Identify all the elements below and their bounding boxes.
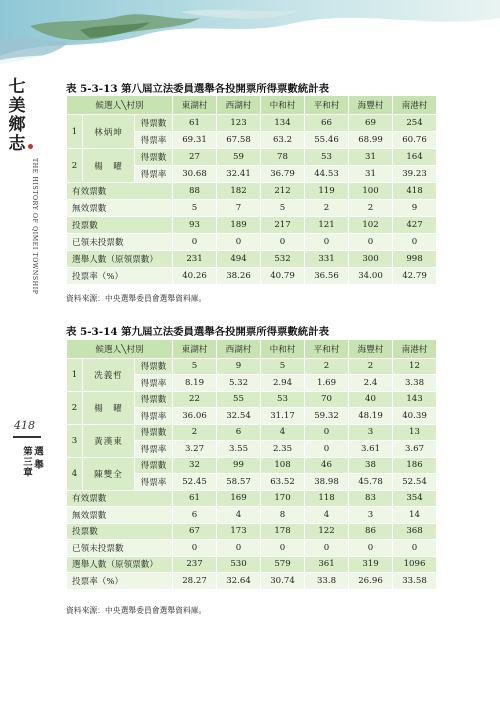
metric-label: 得票數: [135, 358, 173, 375]
book-title: [6, 78, 28, 154]
value-cell: 121: [305, 217, 349, 234]
book-title-char: 志: [8, 134, 26, 154]
value-cell: 5: [173, 200, 217, 217]
value-cell: 2: [173, 424, 217, 441]
value-cell: 88: [173, 183, 217, 200]
column-header: 東湖村: [173, 96, 217, 115]
summary-label: 選舉人數（原領票數）: [67, 556, 173, 573]
book-title-char: 鄉: [8, 115, 26, 135]
value-cell: 28.27: [173, 573, 217, 590]
value-cell: 5.32: [217, 375, 261, 392]
summary-label: 已領未投票數: [67, 234, 173, 251]
value-cell: 0: [217, 540, 261, 557]
chapter-label: 第三章: [21, 446, 32, 478]
value-cell: 31: [349, 166, 393, 183]
candidate-name: 黃漢東: [83, 424, 135, 457]
value-cell: 38: [349, 457, 393, 474]
value-cell: 530: [217, 556, 261, 573]
value-cell: 44.53: [305, 166, 349, 183]
value-cell: 231: [173, 251, 217, 268]
value-cell: 237: [173, 556, 217, 573]
value-cell: 60.76: [393, 132, 437, 149]
value-cell: 32.64: [217, 573, 261, 590]
value-cell: 0: [305, 424, 349, 441]
value-cell: 40.39: [393, 408, 437, 425]
value-cell: 1.69: [305, 375, 349, 392]
value-cell: 52.54: [393, 474, 437, 491]
value-cell: 102: [349, 217, 393, 234]
column-header: 西湖村: [217, 340, 261, 359]
value-cell: 3.61: [349, 441, 393, 458]
value-cell: 3: [349, 507, 393, 524]
metric-label: 得票率: [135, 166, 173, 183]
value-cell: 61: [173, 115, 217, 132]
value-cell: 58.57: [217, 474, 261, 491]
value-cell: 254: [393, 115, 437, 132]
value-cell: 93: [173, 217, 217, 234]
value-cell: 579: [261, 556, 305, 573]
column-header: 海豐村: [349, 96, 393, 115]
value-cell: 186: [393, 457, 437, 474]
value-cell: 532: [261, 251, 305, 268]
value-cell: 2: [349, 200, 393, 217]
value-cell: 59: [217, 149, 261, 166]
value-cell: 1096: [393, 556, 437, 573]
metric-label: 得票率: [135, 474, 173, 491]
value-cell: 2.4: [349, 375, 393, 392]
value-cell: 14: [393, 507, 437, 524]
candidate-name: 林炳坤: [83, 115, 135, 149]
chapter-topic: 選舉: [32, 446, 43, 473]
value-cell: 30.74: [261, 573, 305, 590]
value-cell: 0: [349, 540, 393, 557]
value-cell: 63.2: [261, 132, 305, 149]
value-cell: 36.56: [305, 268, 349, 285]
value-cell: 108: [261, 457, 305, 474]
value-cell: 31.17: [261, 408, 305, 425]
table-row: [67, 115, 437, 132]
value-cell: 39.23: [393, 166, 437, 183]
value-cell: 5: [173, 358, 217, 375]
column-header: 東湖村: [173, 340, 217, 359]
value-cell: 70: [305, 391, 349, 408]
diagonal-separator: ╲: [121, 101, 127, 111]
value-cell: 32: [173, 457, 217, 474]
value-cell: 48.19: [349, 408, 393, 425]
value-cell: 69.31: [173, 132, 217, 149]
value-cell: 354: [393, 490, 437, 507]
metric-label: 得票率: [135, 408, 173, 425]
book-subtitle: THE HISTORY OF QIMEI TOWNSHIP: [31, 158, 38, 295]
value-cell: 3: [349, 424, 393, 441]
value-cell: 40.79: [261, 268, 305, 285]
value-cell: 494: [217, 251, 261, 268]
value-cell: 2: [305, 200, 349, 217]
value-cell: 2.94: [261, 375, 305, 392]
value-cell: 182: [217, 183, 261, 200]
value-cell: 6: [217, 424, 261, 441]
value-cell: 46: [305, 457, 349, 474]
value-cell: 8: [261, 507, 305, 524]
value-cell: 118: [305, 490, 349, 507]
value-cell: 998: [393, 251, 437, 268]
value-cell: 32.54: [217, 408, 261, 425]
value-cell: 361: [305, 556, 349, 573]
summary-label: 無效票數: [67, 507, 173, 524]
value-cell: 45.78: [349, 474, 393, 491]
value-cell: 5: [261, 200, 305, 217]
value-cell: 134: [261, 115, 305, 132]
value-cell: 0: [305, 441, 349, 458]
value-cell: 27: [173, 149, 217, 166]
value-cell: 319: [349, 556, 393, 573]
candidate-number: 1: [67, 358, 83, 391]
metric-label: 得票數: [135, 457, 173, 474]
table-title: 表 5-3-14 第九屆立法委員選舉各投開票所得票數統計表: [66, 326, 329, 338]
table-row: [67, 251, 437, 268]
value-cell: 40.26: [173, 268, 217, 285]
value-cell: 164: [393, 149, 437, 166]
table-row: [67, 573, 437, 590]
corner-header-cell: [67, 96, 173, 115]
value-cell: 119: [305, 183, 349, 200]
value-cell: 4: [217, 507, 261, 524]
metric-label: 得票率: [135, 375, 173, 392]
candidate-number: 2: [67, 149, 83, 183]
candidate-number: 2: [67, 391, 83, 424]
metric-label: 得票數: [135, 115, 173, 132]
value-cell: 100: [349, 183, 393, 200]
value-cell: 0: [173, 540, 217, 557]
value-cell: 4: [261, 424, 305, 441]
value-cell: 178: [261, 523, 305, 540]
table-row: [67, 358, 437, 375]
chapter-divider: [13, 436, 41, 438]
value-cell: 0: [305, 234, 349, 251]
table-row: [67, 268, 437, 285]
candidate-number: 4: [67, 457, 83, 490]
value-cell: 30.68: [173, 166, 217, 183]
value-cell: 59.32: [305, 408, 349, 425]
candidate-name: 楊 曜: [83, 391, 135, 424]
metric-label: 得票數: [135, 149, 173, 166]
value-cell: 368: [393, 523, 437, 540]
value-cell: 69: [349, 115, 393, 132]
candidate-name: 冼義哲: [83, 358, 135, 391]
value-cell: 4: [305, 507, 349, 524]
table-row: [67, 424, 437, 441]
value-cell: 212: [261, 183, 305, 200]
value-cell: 0: [261, 540, 305, 557]
value-cell: 33.58: [393, 573, 437, 590]
column-header: 南港村: [393, 340, 437, 359]
value-cell: 22: [173, 391, 217, 408]
value-cell: 217: [261, 217, 305, 234]
corner-label-candidate: 候選人: [95, 344, 122, 355]
value-cell: 0: [393, 234, 437, 251]
value-cell: 3.38: [393, 375, 437, 392]
value-cell: 123: [217, 115, 261, 132]
value-cell: 13: [393, 424, 437, 441]
value-cell: 31: [349, 149, 393, 166]
table-row: [67, 234, 437, 251]
value-cell: 68.99: [349, 132, 393, 149]
value-cell: 55: [217, 391, 261, 408]
value-cell: 0: [349, 234, 393, 251]
column-header: 平和村: [305, 96, 349, 115]
book-title-char: 七: [8, 77, 26, 97]
summary-label: 投票數: [67, 217, 173, 234]
value-cell: 2.35: [261, 441, 305, 458]
table-row: [67, 200, 437, 217]
corner-label-village: 村別: [126, 344, 144, 355]
metric-label: 得票率: [135, 132, 173, 149]
column-header: 海豐村: [349, 340, 393, 359]
value-cell: 53: [261, 391, 305, 408]
table-row: [67, 523, 437, 540]
value-cell: 331: [305, 251, 349, 268]
value-cell: 66: [305, 115, 349, 132]
value-cell: 38.98: [305, 474, 349, 491]
value-cell: 38.26: [217, 268, 261, 285]
value-cell: 427: [393, 217, 437, 234]
summary-label: 投票率（%）: [67, 573, 173, 590]
value-cell: 170: [261, 490, 305, 507]
summary-label: 有效票數: [67, 183, 173, 200]
summary-label: 已領未投票數: [67, 540, 173, 557]
value-cell: 169: [217, 490, 261, 507]
value-cell: 0: [217, 234, 261, 251]
book-title-char: 美: [8, 96, 26, 116]
table-row: [67, 391, 437, 408]
vote-statistics-table: [66, 339, 437, 590]
candidate-number: 1: [67, 115, 83, 149]
corner-label-candidate: 候選人: [95, 101, 122, 111]
value-cell: 3.55: [217, 441, 261, 458]
value-cell: 86: [349, 523, 393, 540]
value-cell: 2: [305, 358, 349, 375]
value-cell: 99: [217, 457, 261, 474]
value-cell: 12: [393, 358, 437, 375]
value-cell: 83: [349, 490, 393, 507]
table-row: [67, 556, 437, 573]
corner-label-village: 村別: [126, 101, 144, 111]
column-header: 平和村: [305, 340, 349, 359]
value-cell: 67.58: [217, 132, 261, 149]
value-cell: 67: [173, 523, 217, 540]
summary-label: 無效票數: [67, 200, 173, 217]
vote-statistics-table: [66, 95, 437, 285]
value-cell: 61: [173, 490, 217, 507]
candidate-name: 楊 曜: [83, 149, 135, 183]
value-cell: 6: [173, 507, 217, 524]
value-cell: 0: [393, 540, 437, 557]
value-cell: 7: [217, 200, 261, 217]
value-cell: 9: [217, 358, 261, 375]
metric-label: 得票數: [135, 424, 173, 441]
value-cell: 189: [217, 217, 261, 234]
table-row: [67, 217, 437, 234]
table-row: [67, 457, 437, 474]
sidebar: [0, 70, 54, 711]
value-cell: 53: [305, 149, 349, 166]
table-row: [67, 183, 437, 200]
header-landscape-art: [0, 0, 500, 70]
summary-label: 選舉人數（原領票數）: [67, 251, 173, 268]
value-cell: 52.45: [173, 474, 217, 491]
column-header: 中和村: [261, 96, 305, 115]
table-source-note: 資料來源：中央選舉委員會選舉資料庫。: [66, 294, 207, 303]
value-cell: 55.46: [305, 132, 349, 149]
value-cell: 0: [305, 540, 349, 557]
candidate-number: 3: [67, 424, 83, 457]
value-cell: 33.8: [305, 573, 349, 590]
value-cell: 0: [261, 234, 305, 251]
value-cell: 34.00: [349, 268, 393, 285]
column-header: 西湖村: [217, 96, 261, 115]
corner-header-cell: [67, 340, 173, 359]
column-header: 中和村: [261, 340, 305, 359]
table-row: [67, 507, 437, 524]
table-row: [67, 540, 437, 557]
value-cell: 32.41: [217, 166, 261, 183]
summary-label: 投票數: [67, 523, 173, 540]
table-title: 表 5-3-13 第八屆立法委員選舉各投開票所得票數統計表: [66, 83, 329, 95]
value-cell: 418: [393, 183, 437, 200]
value-cell: 8.19: [173, 375, 217, 392]
value-cell: 36.79: [261, 166, 305, 183]
value-cell: 3.67: [393, 441, 437, 458]
value-cell: 143: [393, 391, 437, 408]
value-cell: 122: [305, 523, 349, 540]
column-header: 南港村: [393, 96, 437, 115]
value-cell: 26.96: [349, 573, 393, 590]
metric-label: 得票率: [135, 441, 173, 458]
page-number: 418: [14, 419, 35, 432]
value-cell: 63.52: [261, 474, 305, 491]
candidate-name: 陳雙全: [83, 457, 135, 490]
value-cell: 2: [349, 358, 393, 375]
metric-label: 得票數: [135, 391, 173, 408]
table-source-note: 資料來源：中央選舉委員會選舉資料庫。: [66, 606, 207, 615]
diagonal-separator: ╲: [121, 344, 127, 355]
value-cell: 0: [173, 234, 217, 251]
red-seal-dot-icon: [28, 144, 33, 149]
value-cell: 300: [349, 251, 393, 268]
value-cell: 36.06: [173, 408, 217, 425]
value-cell: 3.27: [173, 441, 217, 458]
value-cell: 78: [261, 149, 305, 166]
value-cell: 42.79: [393, 268, 437, 285]
value-cell: 5: [261, 358, 305, 375]
table-row: [67, 149, 437, 166]
summary-label: 有效票數: [67, 490, 173, 507]
value-cell: 173: [217, 523, 261, 540]
value-cell: 9: [393, 200, 437, 217]
value-cell: 40: [349, 391, 393, 408]
summary-label: 投票率（%）: [67, 268, 173, 285]
table-row: [67, 490, 437, 507]
